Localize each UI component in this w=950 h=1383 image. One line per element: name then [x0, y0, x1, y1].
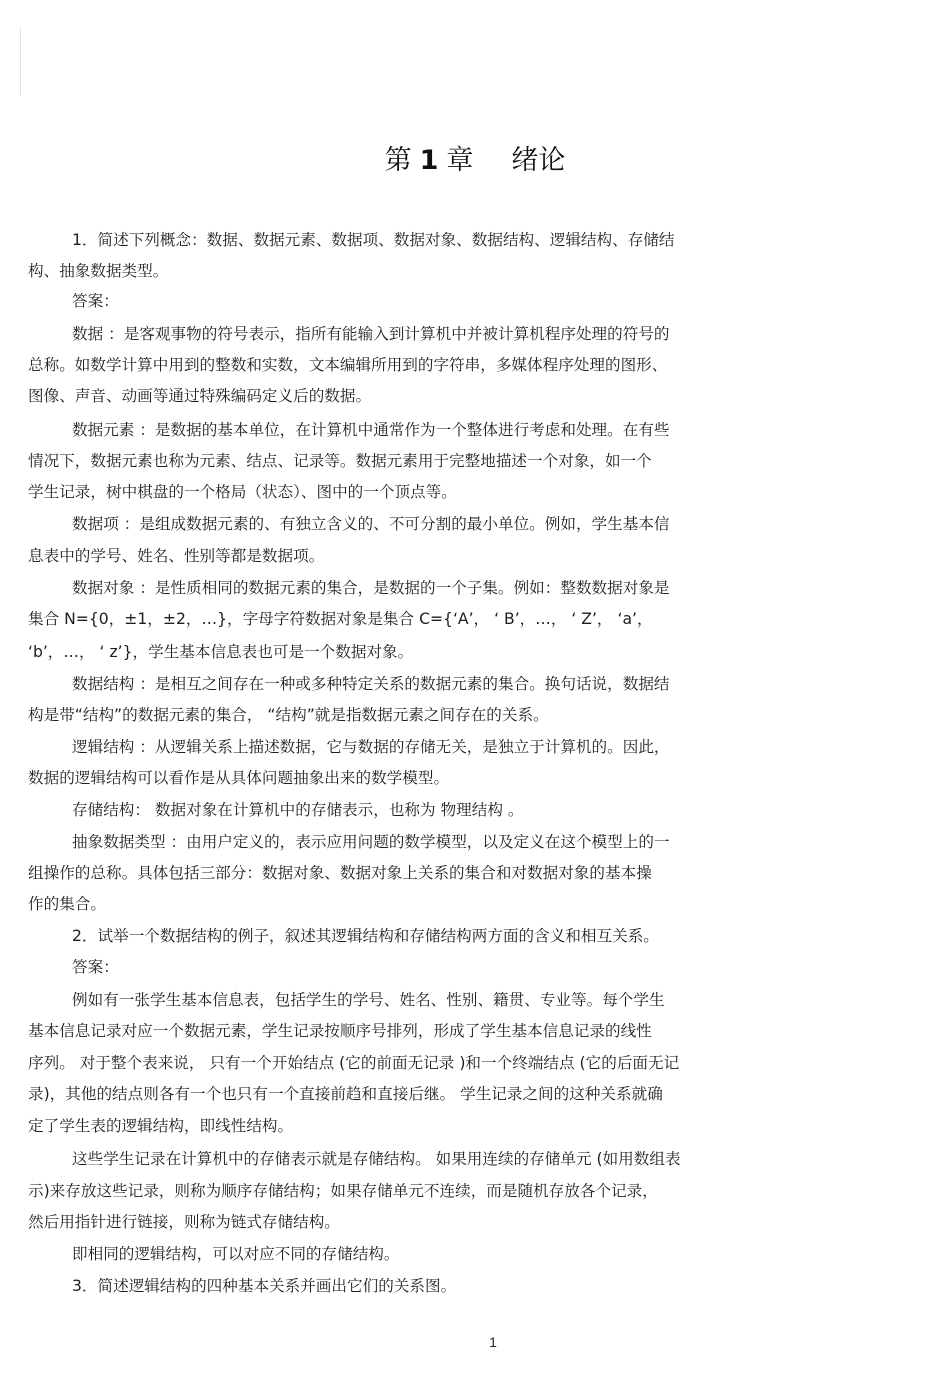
- text-line: 录)，其他的结点则各有一个也只有一个直接前趋和直接后继。 学生记录之间的这种关系就确: [28, 1085, 663, 1103]
- chapter-number: 1: [419, 145, 439, 176]
- text-line: 例如有一张学生基本信息表，包括学生的学号、姓名、性别、籍贯、专业等。每个学生: [72, 991, 665, 1009]
- text-line: 数据的逻辑结构可以看作是从具体问题抽象出来的数学模型。: [28, 769, 450, 787]
- text-line: 定了学生表的逻辑结构，即线性结构。: [28, 1117, 294, 1135]
- text-line: 答案：: [72, 958, 119, 976]
- text-line: 逻辑结构 ：从逻辑关系上描述数据，它与数据的存储无关，是独立于计算机的。因此，: [72, 738, 670, 756]
- text-line: 示)来存放这些记录，则称为顺序存储结构；如果存储单元不连续，而是随机存放各个记录，: [28, 1182, 658, 1200]
- page-number: [0, 1334, 950, 1350]
- text-line: 组操作的总称。具体包括三部分：数据对象、数据对象上关系的集合和对数据对象的基本操: [28, 864, 652, 882]
- page-number-value: 1: [489, 1334, 497, 1350]
- text-line: 数据对象 ：是性质相同的数据元素的集合，是数据的一个子集。例如：整数数据对象是: [72, 579, 670, 597]
- text-line: 数据元素 ：是数据的基本单位，在计算机中通常作为一个整体进行考虑和处理。在有些: [72, 421, 670, 439]
- page-edge-mark: [20, 28, 21, 96]
- text-line: ‘b’，…， ‘ z’}，学生基本信息表也可是一个数据对象。: [28, 643, 414, 661]
- chapter-name: 绪论: [511, 145, 566, 176]
- text-line: 图像、声音、动画等通过特殊编码定义后的数据。: [28, 387, 372, 405]
- text-line: 答案：: [72, 292, 119, 310]
- text-line: 作的集合。: [28, 895, 106, 913]
- text-line: 息表中的学号、姓名、性别等都是数据项。: [28, 547, 325, 565]
- text-line: 基本信息记录对应一个数据元素，学生记录按顺序号排列，形成了学生基本信息记录的线性: [28, 1022, 652, 1040]
- chapter-unit: 章: [446, 145, 474, 176]
- text-line: 数据项 ：是组成数据元素的、有独立含义的、不可分割的最小单位。例如，学生基本信: [72, 515, 670, 533]
- text-line: 1．简述下列概念：数据、数据元素、数据项、数据对象、数据结构、逻辑结构、存储结: [72, 231, 675, 249]
- text-line: 集合 N={0，±1，±2，…}，字母字符数据对象是集合 C={‘A’， ‘ B’，…， ‘ Z’， ‘a’，: [28, 610, 653, 628]
- chapter-prefix: 第: [384, 145, 412, 176]
- text-line: 情况下，数据元素也称为元素、结点、记录等。数据元素用于完整地描述一个对象，如一个: [28, 452, 652, 470]
- text-line: 2．试举一个数据结构的例子，叙述其逻辑结构和存储结构两方面的含义和相互关系。: [72, 927, 659, 945]
- text-line: 3．简述逻辑结构的四种基本关系并画出它们的关系图。: [72, 1277, 457, 1295]
- text-line: 存储结构： 数据对象在计算机中的存储表示，也称为 物理结构 。: [72, 801, 524, 819]
- text-line: 即相同的逻辑结构，可以对应不同的存储结构。: [72, 1245, 400, 1263]
- chapter-title: [0, 138, 950, 177]
- text-line: 抽象数据类型 ：由用户定义的，表示应用问题的数学模型，以及定义在这个模型上的一: [72, 833, 670, 851]
- text-line: 学生记录，树中棋盘的一个格局（状态）、图中的一个顶点等。: [28, 483, 457, 501]
- text-line: 然后用指针进行链接，则称为链式存储结构。: [28, 1213, 340, 1231]
- text-line: 序列。 对于整个表来说， 只有一个开始结点 (它的前面无记录 )和一个终端结点 (它的后面无记: [28, 1054, 680, 1072]
- text-line: 这些学生记录在计算机中的存储表示就是存储结构。 如果用连续的存储单元 (如用数组表: [72, 1150, 681, 1168]
- text-line: 数据结构 ：是相互之间存在一种或多种特定关系的数据元素的集合。换句话说，数据结: [72, 675, 670, 693]
- text-line: 数据 ：是客观事物的符号表示，指所有能输入到计算机中并被计算机程序处理的符号的: [72, 325, 670, 343]
- text-line: 构是带“结构”的数据元素的集合， “结构”就是指数据元素之间存在的关系。: [28, 706, 549, 724]
- text-line: 总称。如数学计算中用到的整数和实数，文本编辑所用到的字符串，多媒体程序处理的图形、: [28, 356, 668, 374]
- text-line: 构、抽象数据类型。: [28, 262, 169, 280]
